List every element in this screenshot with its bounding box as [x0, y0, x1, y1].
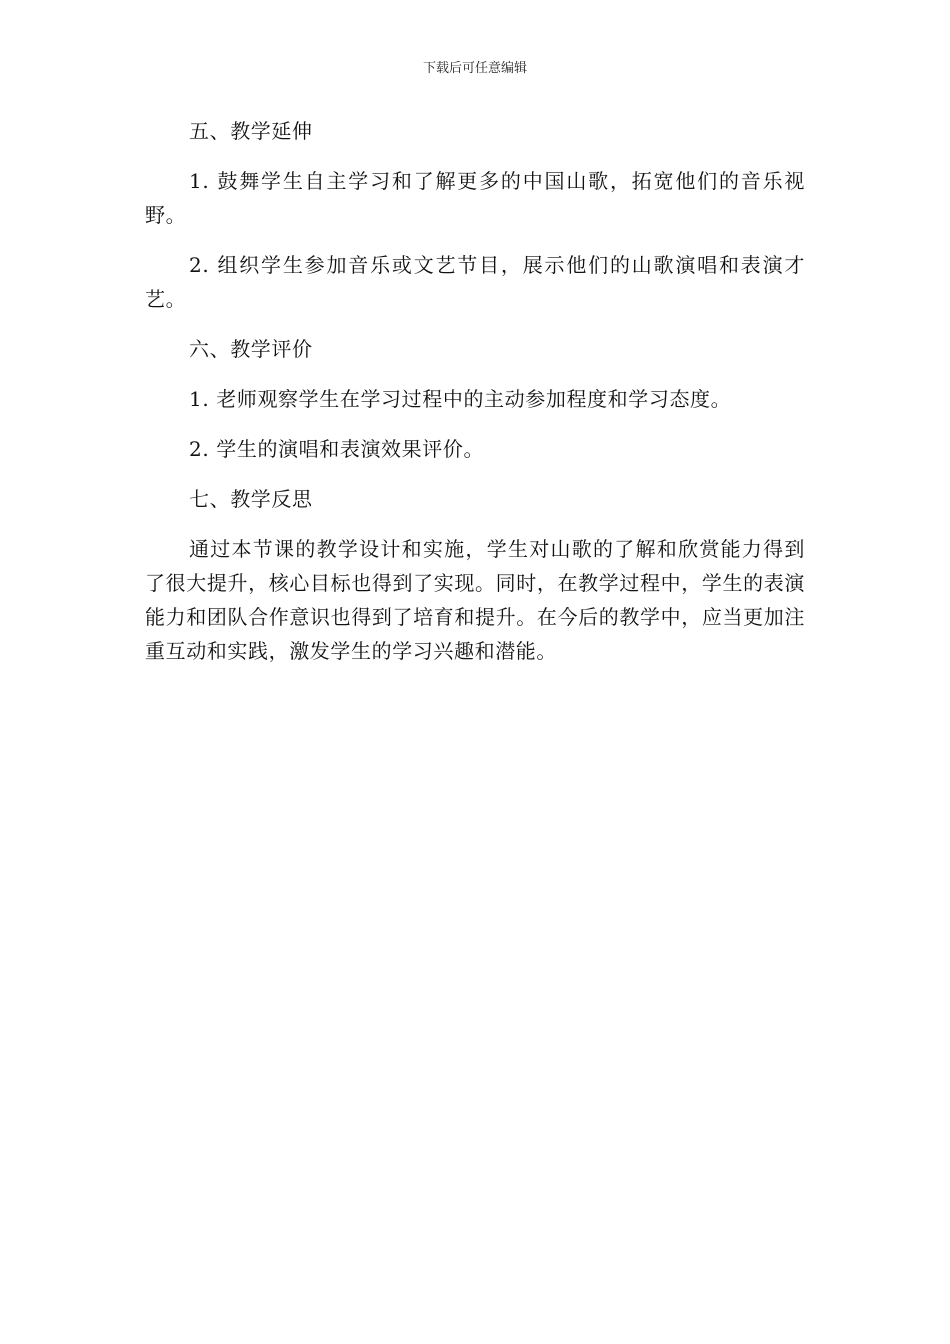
section-heading-extension: 五、教学延伸 [189, 119, 313, 143]
reflection-paragraph: 通过本节课的教学设计和实施，学生对山歌的了解和欣赏能力得到了很大提升，核心目标也得到了实现。同时，在教学过程中，学生的表演能力和团队合作意识也得到了培育和提升。在今后的教学中，应当更加注重互动和实践，激发学生的学习兴趣和潜能。 [145, 537, 805, 663]
section-heading-reflection: 七、教学反思 [189, 487, 313, 511]
document-body [145, 114, 805, 668]
evaluation-item-1: 1. 老师观察学生在学习过程中的主动参加程度和学习态度。 [189, 387, 732, 411]
section-heading-evaluation: 六、教学评价 [189, 337, 313, 361]
page-header: 下载后可任意编辑 [422, 61, 527, 76]
extension-item-2: 2. 组织学生参加音乐或文艺节目，展示他们的山歌演唱和表演才艺。 [145, 253, 805, 311]
evaluation-item-2: 2. 学生的演唱和表演效果评价。 [189, 437, 485, 461]
extension-item-1: 1. 鼓舞学生自主学习和了解更多的中国山歌，拓宽他们的音乐视野。 [145, 169, 805, 227]
